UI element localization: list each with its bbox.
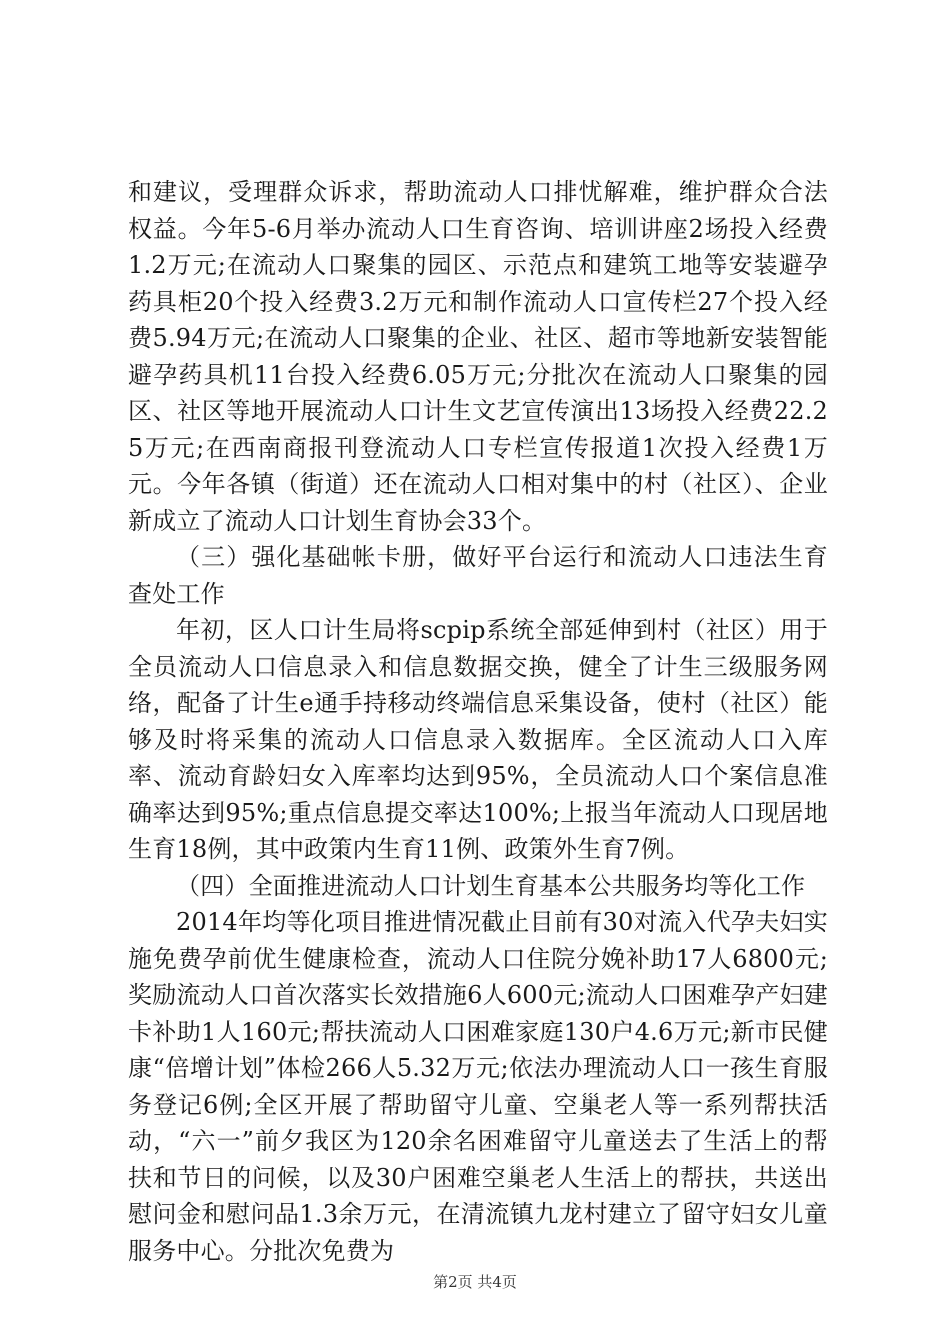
paragraph-section-4: 2014年均等化项目推进情况截止目前有30对流入代孕夫妇实施免费孕前优生健康检查，流动人口住院分娩补助17人6800元;奖励流动人口首次落实长效措施6人600元;流动人口困难孕产妇建卡补助1人160元;帮扶流动人口困难家庭130户4.6万元;新市民健康“倍增计划”体检266人5.32万元;依法办理流动人口一孩生育服务登记6例;全区开展了帮助留守儿童、空巢老人等一系列帮扶活动，“六一”前夕我区为120余名困难留守儿童送去了生活上的帮扶和节日的问候，以及30户困难空巢老人生活上的帮扶，共送出慰问金和慰问品1.3余万元，在清流镇九龙村建立了留守妇女儿童服务中心。分批次免费为 (128, 908, 828, 1265)
paragraph-continuation: 和建议，受理群众诉求，帮助流动人口排忧解难，维护群众合法权益。今年5-6月举办流动人口生育咨询、培训讲座2场投入经费1.2万元;在流动人口聚集的园区、示范点和建筑工地等安装避孕药具柜20个投入经费3.2万元和制作流动人口宣传栏27个投入经费5.94万元;在流动人口聚集的企业、社区、超市等地新安装智能避孕药具机11台投入经费6.05万元;分批次在流动人口聚集的园区、社区等地开展流动人口计生文艺宣传演出13场投入经费22.25万元;在西南商报刊登流动人口专栏宣传报道1次投入经费1万元。今年各镇（街道）还在流动人口相对集中的村（社区）、企业新成立了流动人口计划生育协会33个。 (128, 178, 828, 535)
section-heading-4: （四）全面推进流动人口计划生育基本公共服务均等化工作 (176, 871, 806, 900)
page-number-footer: 第2页 共4页 (433, 1273, 517, 1291)
paragraph-section-3: 年初，区人口计生局将scpip系统全部延伸到村（社区）用于全员流动人口信息录入和信息数据交换，健全了计生三级服务网络，配备了计生e通手持移动终端信息采集设备，使村（社区）能够及时将采集的流动人口信息录入数据库。全区流动人口入库率、流动育龄妇女入库率均达到95%，全员流动人口个案信息准确率达到95%;重点信息提交率达100%;上报当年流动人口现居地生育18例，其中政策内生育11例、政策外生育7例。 (128, 616, 828, 863)
section-heading-3: （三）强化基础帐卡册，做好平台运行和流动人口违法生育查处工作 (128, 543, 828, 608)
document-body (128, 174, 828, 1269)
